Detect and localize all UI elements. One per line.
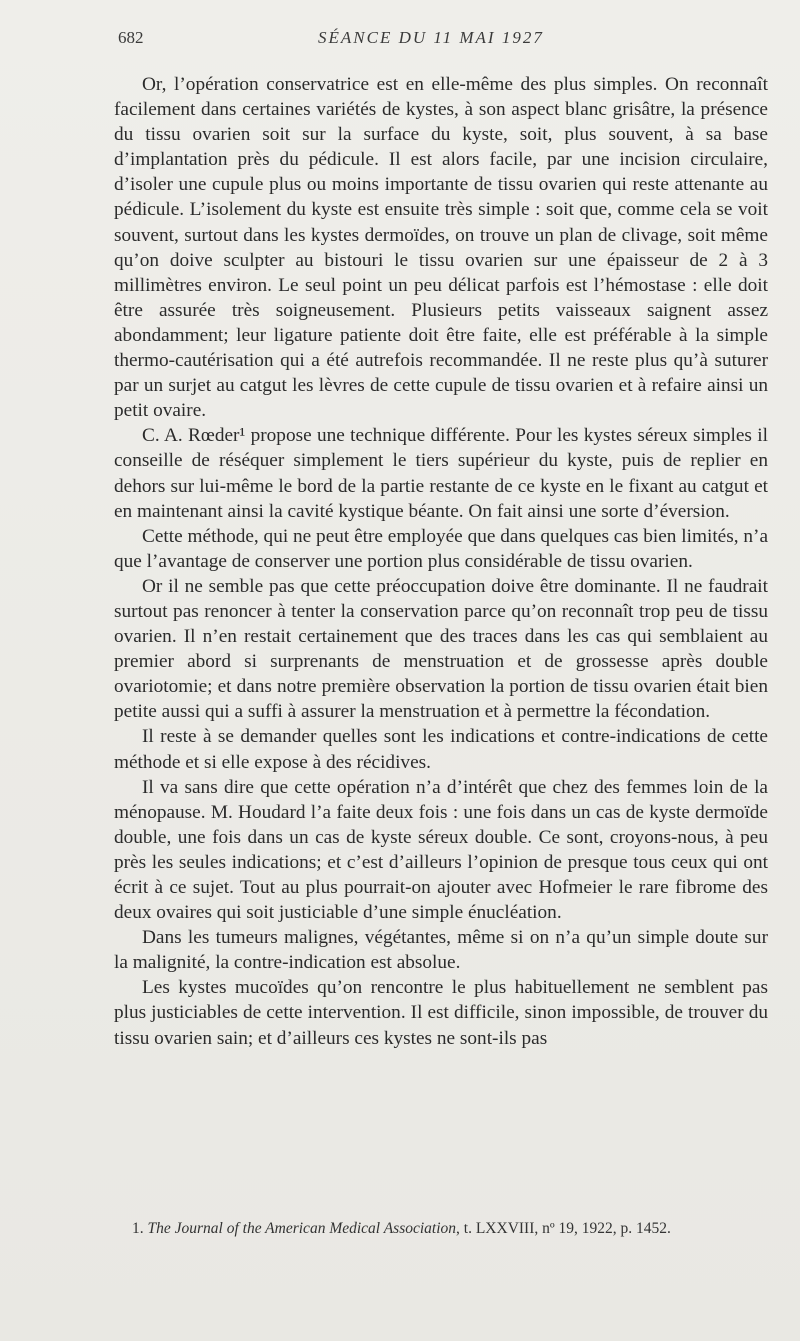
paragraph-conservative-operation: Or, l’opération conservatrice est en elle-même des plus simples. On reconnaît facilement dans certaines variétés de kystes, à son aspect blanc grisâtre, la présence du tissu ovarien soit sur la surface du kyste, soit, plus souvent, à sa base d’implantation près du pédicule. Il est alors facile, par une incision circulaire, d’isoler une cupule plus ou moins importante de tissu ovarien qui reste attenante au pédicule. L’isolement du kyste est ensuite très simple : soit que, comme cela se voit souvent, surtout dans les kystes dermoïdes, on trouve un plan de clivage, soit même qu’on doive sculpter au bistouri le tissu ovarien sur une épaisseur de 2 à 3 millimètres environ. Le seul point un peu délicat parfois est l’hémostase : elle doit être assurée très soigneusement. Plusieurs petits vaisseaux saignent assez abondamment; leur ligature patiente doit être faite, elle est préférable à la simple thermo-cautérisation qui a été autrefois recommandée. Il ne reste plus qu’à suturer par un surjet au catgut les lèvres de cette cupule de tissu ovarien et à refaire ainsi un petit ovaire. [114,74,768,422]
paragraph-malignant-tumors: Dans les tumeurs malignes, végétantes, même si on n’a qu’un simple doute sur la malignité, la contre-indication est absolue. [114,927,768,974]
paragraph-menopause: Il va sans dire que cette opération n’a d’intérêt que chez des femmes loin de la ménopause. M. Houdard l’a faite deux fois : une fois dans un cas de kyste dermoïde double, une fois dans un cas de kyste séreux double. Ce sont, croyons-nous, à peu près les seules indications; et c’est d’ailleurs l’opinion de presque tous ceux qui ont écrit à ce sujet. Tout au plus pourrait-on ajouter avec Hofmeier le rare fibrome des deux ovaires qui soit justiciable d’une simple énucléation. [114,776,768,924]
body-text [114,72,768,1051]
running-head: SÉANCE DU 11 MAI 1927 [318,28,544,47]
footnote-number: 1. [132,1220,144,1237]
paragraph-mucoid-cysts: Les kystes mucoïdes qu’on rencontre le plus habituellement ne semblent pas plus justiciables de cette intervention. Il est difficile, sinon impossible, de trouver du tissu ovarien sain; et d’ailleurs ces kystes ne sont-ils pas [114,977,768,1049]
footnote-journal-title: The Journal of the American Medical Association [147,1220,457,1237]
paragraph-method-limits: Cette méthode, qui ne peut être employée que dans quelques cas bien limités, n’a que l’avantage de conserver une portion plus considérable de tissu ovarien. [114,525,768,572]
paragraph-preoccupation: Or il ne semble pas que cette préoccupation doive être dominante. Il ne faudrait surtout pas renoncer à tenter la conservation parce qu’on reconnaît trop peu de tissu ovarien. Il n’en restait certainement que des traces dans les cas qui semblaient au premier abord si surprenants de menstruation et de grossesse après double ovariotomie; et dans notre première observation la portion de tissu ovarien était bien petite aussi qui a suffi à assurer la menstruation et à permettre la fécondation. [114,575,768,723]
footnote [132,1220,772,1238]
footnote-reference: , t. LXXVIII, nº 19, 1922, p. 1452. [456,1220,671,1237]
paragraph-indications-question: Il reste à se demander quelles sont les indications et contre-indications de cette méthode et si elle expose à des récidives. [114,726,768,773]
paragraph-roeder-technique: C. A. Rœder¹ propose une technique différente. Pour les kystes séreux simples il conseille de réséquer simplement le tiers supérieur du kyste, puis de replier en dehors sur lui-même le bord de la partie restante de ce kyste en le fixant au catgut et en maintenant ainsi la cavité kystique béante. On fait ainsi une sorte d’éversion. [114,425,768,522]
page-number: 682 [118,28,144,47]
page-header [118,28,770,52]
